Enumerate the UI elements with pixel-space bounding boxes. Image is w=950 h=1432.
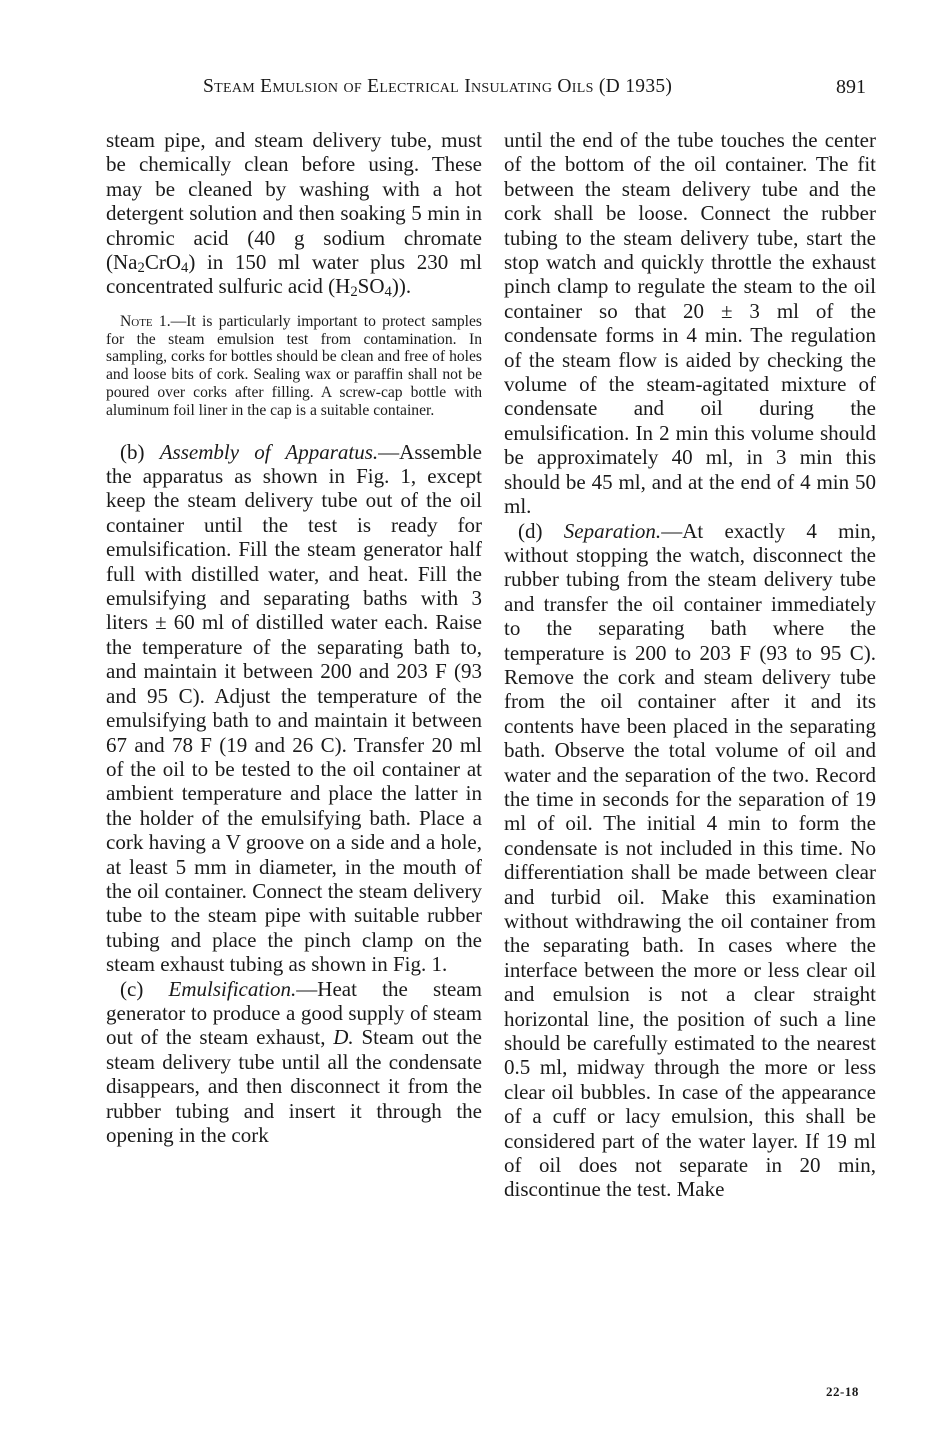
section-b-assembly: (b) Assembly of Apparatus.—Assemble the apparatus as shown in Fig. 1, except keep the steam delivery tube out of the oil container until the test is ready for emulsification. Fill the steam generator half full with distilled water, and heat. Fill the emulsifying and separating baths with 3 liters ± 60 ml of distilled water each. Raise the temperature of the separating bath to, and maintain it between 200 and 203 F (93 and 95 C). Adjust the temperature of the emulsifying bath to and maintain it between 67 and 78 F (19 and 26 C). Transfer 20 ml of the oil to be tested to the oil container at ambient temperature and place the latter in the holder of the emulsifying bath. Place a cork having a V groove on a side and a hole, at least 5 mm in diameter, in the mouth of the oil container. Connect the steam delivery tube to the steam pipe with suitable rubber tubing and place the pinch clamp on the steam exhaust tubing as shown in Fig. 1. — [106, 439, 482, 977]
section-b-heading: Assembly of Apparatus. — [159, 439, 379, 464]
section-d-heading: Separation. — [563, 518, 662, 543]
right-column — [504, 128, 876, 1202]
note-text: —It is particularly important to protect samples for the steam emulsion test from contamination. In sampling, corks for bottles should be clean and free of holes and loose bits of cork. Sealing wax or paraffin shall not be poured over corks after filling. A screw-cap bottle with aluminum foil liner in the cap is a suitable container. — [106, 312, 482, 419]
section-d-separation: (d) Separation.—At exactly 4 min, without stopping the watch, disconnect the rubber tubing from the steam delivery tube and transfer the oil container immediately to the separating bath where the temperature is 200 to 203 F (93 to 95 C). Remove the cork and steam delivery tube from the oil container after it and its contents have been placed in the separating bath. Observe the total volume of oil and water and the separation of the two. Record the time in seconds for the separation of 19 ml of oil. The initial 4 min to form the condensate is not included in this time. No differentiation shall be made between clear and turbid oil. Make this examination without withdrawing the oil container from the separating bath. In cases where the interface between the more or less clear oil and emulsion is not a clear straight horizontal line, the position of such a line should be carefully estimated to the nearest 0.5 ml, midway through the more or less clear oil bubbles. In case of the appearance of a cuff or lacy emulsion, this shall be considered part of the water layer. If 19 ml of oil does not separate in 20 min, discontinue the test. Make — [504, 518, 876, 1202]
page-header — [0, 76, 950, 108]
paragraph-continuation: until the end of the tube touches the center of the bottom of the oil container. The fit between the steam delivery tube and the cork shall be loose. Connect the rubber tubing to the steam delivery tube, start the stop watch and quickly throttle the exhaust pinch clamp to regulate the steam to the oil container so that 20 ± 3 ml of the condensate forms in 4 min. The regulation of the steam flow is aided by checking the volume of the steam-agitated mixture of condensate and oil during the emulsification. In 2 min this volume should be approximately 40 ml, in 3 min this should be 45 ml, and at the end of 4 min 50 ml. — [504, 128, 876, 519]
note-1 — [106, 313, 482, 420]
section-c-emulsification: (c) Emulsification.—Heat the steam generator to produce a good supply of steam out of the steam exhaust, D. Steam out the steam delivery tube until all the condensate disappears, and then disconnect it from the rubber tubing and insert it through the opening in the cork — [106, 976, 482, 1147]
footer-code: 22-18 — [826, 1384, 859, 1399]
left-column — [106, 128, 482, 1147]
section-c-heading: Emulsification. — [168, 976, 297, 1001]
paragraph-cleaning: steam pipe, and steam delivery tube, must be chemically clean before using. These may be cleaned by washing with a hot detergent solution and then soaking 5 min in chromic acid (40 g sodium chromate $(Na_2CrO_4)$ in 150 ml water plus 230 ml concentrated sulfuric acid $(H_2SO_4)$). — [106, 128, 482, 301]
running-title: Steam Emulsion of Electrical Insulating Oils (D 1935) — [203, 76, 673, 97]
note-label: Note 1. — [120, 312, 171, 330]
page-number: 891 — [836, 76, 866, 98]
